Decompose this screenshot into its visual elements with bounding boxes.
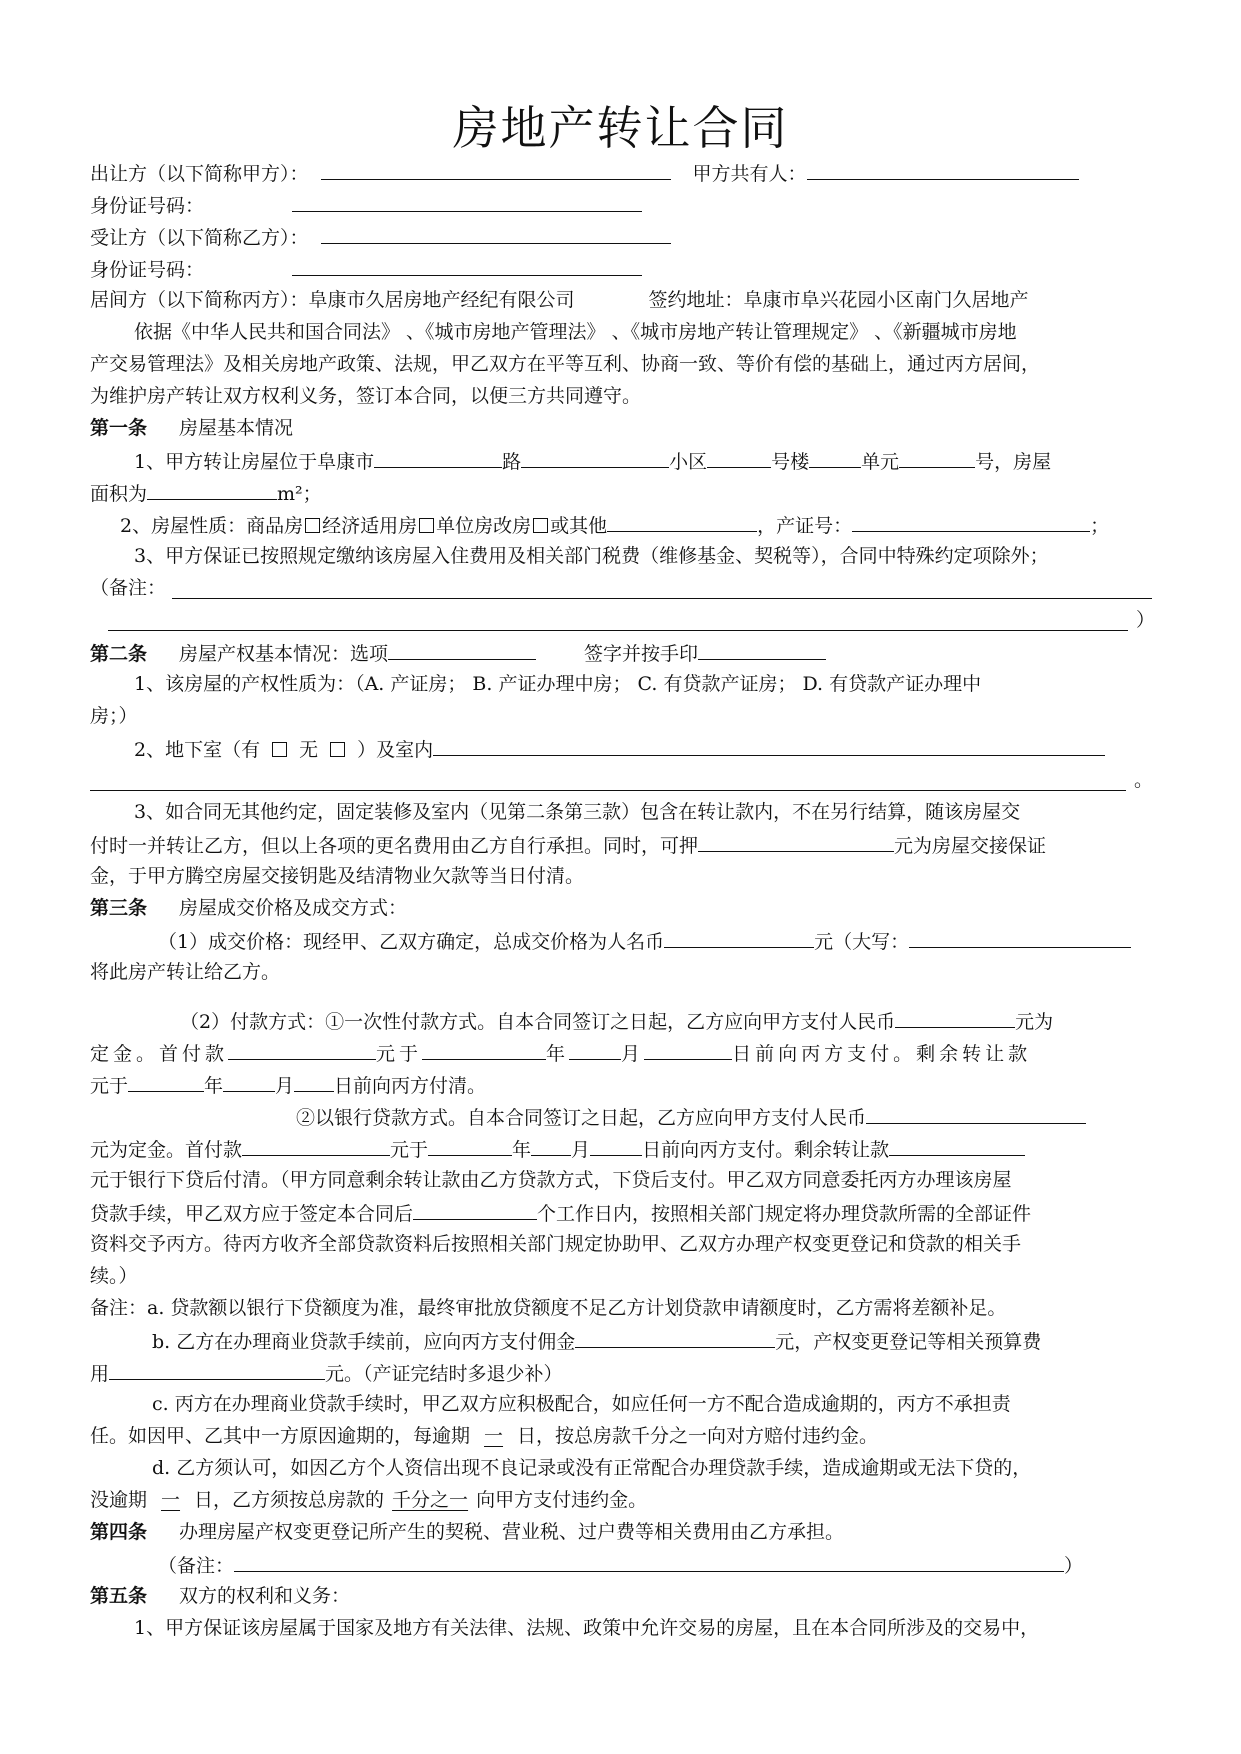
bal-day-blank[interactable]: [294, 1072, 334, 1092]
month-label: 月: [621, 1043, 645, 1065]
commission-blank[interactable]: [575, 1328, 775, 1348]
article-3-title: 房屋成交价格及成交方式：: [179, 897, 408, 919]
loan-balance-blank[interactable]: [889, 1136, 1025, 1156]
overdue-label: 任。如因甲、乙其中一方原因逾期的，每逾期: [90, 1425, 471, 1447]
art2-indoor-blank-2[interactable]: [90, 790, 1126, 791]
road-blank[interactable]: [374, 448, 502, 468]
note-d-cont: [90, 1488, 647, 1512]
art2-decor-line-1: 3、如合同无其他约定，固定装修及室内（见第二条第三款）包含在转让款内，不在另行结算，随该房屋交: [134, 801, 1021, 823]
unit-blank[interactable]: [809, 448, 861, 468]
price-words-label: 元（大写：: [814, 931, 910, 953]
dp-day-suffix: 日前向丙方支付。剩余转让款: [732, 1043, 1032, 1065]
document-title: 房地产转让合同: [452, 101, 789, 155]
sign-blank[interactable]: [698, 640, 826, 660]
other-label: 或其他: [550, 515, 608, 537]
affordable-label: 经济适用房: [322, 515, 418, 537]
overdue-days[interactable]: 一: [484, 1425, 504, 1447]
loan-dp-suffix: 日前向丙方支付。剩余转让款: [642, 1139, 890, 1161]
commission-label: b. 乙方在办理商业贷款手续前，应向丙方支付佣金: [152, 1331, 576, 1353]
article-1-label: 第一条: [90, 417, 148, 439]
co-owner-blank[interactable]: [807, 160, 1079, 180]
community-blank[interactable]: [521, 448, 669, 468]
buyer-label: 受让方（以下简称乙方）：: [90, 227, 309, 249]
preamble-line-3: 为维护房产转让双方权利义务，签订本合同，以便三方共同遵守。: [90, 385, 642, 407]
workdays-blank[interactable]: [413, 1200, 537, 1220]
road-label: 路: [502, 451, 522, 473]
article-4-heading: [90, 1520, 844, 1544]
art4-note-blank[interactable]: [234, 1552, 1064, 1572]
buyer-line: [90, 224, 671, 250]
area-unit: m²；: [277, 483, 322, 505]
art1-note-blank-1[interactable]: [172, 598, 1152, 599]
note-c: c. 丙方在办理商业贷款手续时，甲乙双方应积极配合，如应任何一方不配合造成逾期的，丙方不承担责: [152, 1393, 1011, 1415]
down-payment-label: 定金。首付款: [90, 1043, 229, 1065]
loan-dp-blank[interactable]: [242, 1136, 390, 1156]
indoor-blank[interactable]: [433, 736, 1105, 756]
dp-day-blank[interactable]: [644, 1040, 732, 1060]
overdue2-days[interactable]: 一: [161, 1489, 181, 1511]
art3-pay-line-1: [180, 1008, 1053, 1034]
room-blank[interactable]: [899, 448, 975, 468]
overdue2-label: 没逾期: [90, 1489, 148, 1511]
year-label: 年: [546, 1043, 570, 1065]
art3-pay-line-3: [90, 1072, 486, 1098]
year-label: 年: [512, 1139, 532, 1161]
id2-line: [90, 256, 642, 282]
dp-year-blank[interactable]: [422, 1040, 546, 1060]
art1-note-close: ）: [1136, 609, 1156, 631]
art3-loan-line-4: [90, 1200, 1031, 1226]
indoor-label: ）及室内: [357, 739, 434, 761]
type-label: 2、房屋性质：商品房: [120, 515, 304, 537]
commercial-checkbox[interactable]: [305, 518, 320, 533]
co-owner-label: 甲方共有人：: [692, 163, 807, 185]
id2-label: 身份证号码：: [90, 259, 205, 281]
one-time-deposit-blank[interactable]: [895, 1008, 1015, 1028]
id1-line: [90, 192, 642, 218]
art2-decor-line-3: 金，于甲方腾空房屋交接钥匙及结清物业欠款等当日付清。: [90, 865, 585, 887]
preamble-line-2: 产交易管理法》及相关房地产政策、法规，甲乙双方在平等互利、协商一致、等价有偿的基础上，通过丙方居间，: [90, 353, 1041, 375]
cert-blank[interactable]: [852, 512, 1090, 532]
loan-month-blank[interactable]: [531, 1136, 571, 1156]
article-3-heading: [90, 896, 407, 920]
bal-day-suffix: 日前向丙方付清。: [334, 1075, 487, 1097]
art3-loan-line-3: 元于银行下贷后付清。（甲方同意剩余转让款由乙方贷款方式，下贷后支付。甲乙双方同意委托丙方办理该房屋: [90, 1169, 1012, 1191]
article-3-label: 第三条: [90, 897, 148, 919]
article-5-title: 双方的权利和义务：: [179, 1585, 351, 1607]
note-d: d. 乙方须认可，如因乙方个人资信出现不良记录或没有正常配合办理贷款手续，造成逾期或无法下贷的，: [152, 1457, 1032, 1479]
art4-note-close: ）: [1064, 1555, 1084, 1577]
year-label: 年: [204, 1075, 224, 1097]
cert-label: ，产证号：: [757, 515, 853, 537]
workdays-label: 贷款手续，甲乙双方应于签定本合同后: [90, 1203, 414, 1225]
article-2-heading: [90, 640, 826, 666]
art1-type-line: [120, 512, 1109, 538]
sign-label: 签字并按手印: [584, 643, 699, 665]
agent-name: 阜康市久居房地产经纪有限公司: [308, 289, 575, 311]
commission-suffix: 元，产权变更登记等相关预算费: [775, 1331, 1042, 1353]
other-blank[interactable]: [607, 512, 757, 532]
article-5-heading: [90, 1584, 350, 1608]
note-b-cont: [90, 1360, 563, 1386]
article-2-title: 房屋产权基本情况：选项: [179, 643, 389, 665]
preamble-line-1: 依据《中华人民共和国合同法》 、《城市房地产管理法》 、《城市房地产转让管理规定》 、《新疆城市房地: [134, 321, 1017, 343]
art1-location-line: [134, 448, 1051, 474]
month-label: 月: [275, 1075, 295, 1097]
one-time-deposit-suffix: 元为: [1015, 1011, 1054, 1033]
article-4-title: 办理房屋产权变更登记所产生的契税、营业税、过户费等相关费用由乙方承担。: [179, 1521, 845, 1543]
penalty-rate[interactable]: 千分之一: [392, 1489, 469, 1511]
price-blank[interactable]: [664, 928, 814, 948]
loan-year-blank[interactable]: [428, 1136, 512, 1156]
overdue2-mid: 日，乙方须按总房款的: [194, 1489, 385, 1511]
down-payment-blank[interactable]: [228, 1040, 376, 1060]
loan-day-blank[interactable]: [590, 1136, 642, 1156]
budget-suffix: 元。（产证完结时多退少补）: [325, 1363, 563, 1385]
art3-price-line-2: 将此房产转让给乙方。: [90, 961, 281, 983]
article-1-heading: [90, 416, 293, 440]
reform-label: 单位房改房: [436, 515, 532, 537]
id1-label: 身份证号码：: [90, 195, 205, 217]
deposit-prefix: 付时一并转让乙方，但以上各项的更名费用由乙方自行承担。同时，可押: [90, 835, 699, 857]
basement-yes-checkbox[interactable]: [272, 742, 287, 757]
budget-label: 用: [90, 1363, 110, 1385]
id2-blank[interactable]: [292, 256, 642, 276]
balance-label: 元于: [90, 1075, 129, 1097]
one-time-label: （2）付款方式：①一次性付款方式。自本合同签订之日起，乙方应向甲方支付人民币: [180, 1011, 896, 1033]
agent-label: 居间方（以下简称丙方）：: [90, 289, 309, 311]
article-1-title: 房屋基本情况: [179, 417, 294, 439]
down-payment-at: 元于: [376, 1043, 423, 1065]
art2-property-line-2: 房；）: [90, 705, 138, 727]
price-words-blank[interactable]: [909, 928, 1131, 948]
area-blank[interactable]: [147, 480, 277, 500]
affordable-checkbox[interactable]: [419, 518, 434, 533]
room-label: 号，房屋: [975, 451, 1052, 473]
art2-basement-line: [134, 736, 1105, 762]
note-a: 备注：a. 贷款额以银行下贷额度为准，最终审批放贷额度不足乙方计划贷款申请额度时，乙方需将差额补足。: [90, 1297, 1007, 1319]
deposit-blank[interactable]: [698, 832, 894, 852]
bal-month-blank[interactable]: [223, 1072, 275, 1092]
buyer-blank[interactable]: [321, 224, 671, 244]
dp-month-blank[interactable]: [569, 1040, 621, 1060]
art3-pay-line-2: [90, 1040, 1031, 1066]
building-label: 号楼: [771, 451, 810, 473]
loan-deposit-blank[interactable]: [866, 1104, 1086, 1124]
art3-loan-line-2: [90, 1136, 1025, 1162]
basement-no-checkbox[interactable]: [330, 742, 345, 757]
art1-area-line: [90, 480, 322, 506]
seller-line: [90, 160, 1079, 186]
sign-address: 签约地址：阜康市阜兴花园小区南门久居地产: [648, 289, 1029, 311]
art4-note-label: （备注：: [158, 1555, 235, 1577]
id1-blank[interactable]: [292, 192, 642, 212]
seller-blank[interactable]: [321, 160, 671, 180]
option-blank[interactable]: [388, 640, 536, 660]
art3-loan-line-1: [296, 1104, 1086, 1130]
art1-note-label: （备注：: [90, 577, 167, 599]
article-5-label: 第五条: [90, 1585, 148, 1607]
article-4-label: 第四条: [90, 1521, 148, 1543]
loan-label: ②以银行贷款方式。自本合同签订之日起，乙方应向甲方支付人民币: [296, 1107, 867, 1129]
basement-no-label: 无: [299, 739, 319, 761]
reform-checkbox[interactable]: [533, 518, 548, 533]
art2-property-line-1: 1、该房屋的产权性质为：（A. 产证房； B. 产证办理中房； C. 有贷款产证房； D. 有贷款产证办理中: [134, 673, 982, 695]
cert-end: ；: [1090, 515, 1110, 537]
art4-note-line: [158, 1552, 1083, 1578]
art1-note-line: [90, 576, 166, 600]
note-c-cont: [90, 1424, 878, 1448]
loan-dp-at: 元于: [390, 1139, 429, 1161]
seller-label: 出让方（以下简称甲方）：: [90, 163, 309, 185]
art1-fee-line: 3、甲方保证已按照规定缴纳该房屋入住费用及相关部门税费（维修基金、契税等），合同中特殊约定项除外；: [134, 545, 1049, 567]
price-label: （1）成交价格：现经甲、乙双方确定，总成交价格为人名币: [158, 931, 665, 953]
month-label: 月: [571, 1139, 591, 1161]
agent-line: [90, 288, 1029, 312]
note-b: [152, 1328, 1041, 1354]
art3-price-line: [158, 928, 1131, 954]
workdays-suffix: 个工作日内，按照相关部门规定将办理贷款所需的全部证件: [537, 1203, 1032, 1225]
art3-loan-line-5: 资料交予丙方。待丙方收齐全部贷款资料后按照相关部门规定协助甲、乙双方办理产权变更登记和贷款的相关手: [90, 1233, 1022, 1255]
unit-label: 单元: [861, 451, 900, 473]
overdue-suffix: 日，按总房款千分之一向对方赔付违约金。: [517, 1425, 879, 1447]
art2-indoor-end: 。: [1134, 769, 1154, 791]
community-label: 小区: [669, 451, 708, 473]
overdue2-suffix: 向甲方支付违约金。: [476, 1489, 648, 1511]
art5-line-1: 1、甲方保证该房屋属于国家及地方有关法律、法规、政策中允许交易的房屋，且在本合同所涉及的交易中，: [134, 1617, 1040, 1639]
area-label: 面积为: [90, 483, 148, 505]
building-blank[interactable]: [707, 448, 771, 468]
article-2-label: 第二条: [90, 643, 148, 665]
art2-decor-line-2: [90, 832, 1046, 858]
budget-blank[interactable]: [109, 1360, 325, 1380]
deposit-suffix: 元为房屋交接保证: [894, 835, 1047, 857]
art1-note-blank-2[interactable]: [108, 630, 1128, 631]
bal-year-blank[interactable]: [128, 1072, 204, 1092]
art3-loan-line-6: 续。）: [90, 1265, 138, 1287]
location-prefix: 1、甲方转让房屋位于阜康市: [134, 451, 375, 473]
basement-yes-label: 2、地下室（有: [134, 739, 261, 761]
loan-dp-label: 元为定金。首付款: [90, 1139, 243, 1161]
